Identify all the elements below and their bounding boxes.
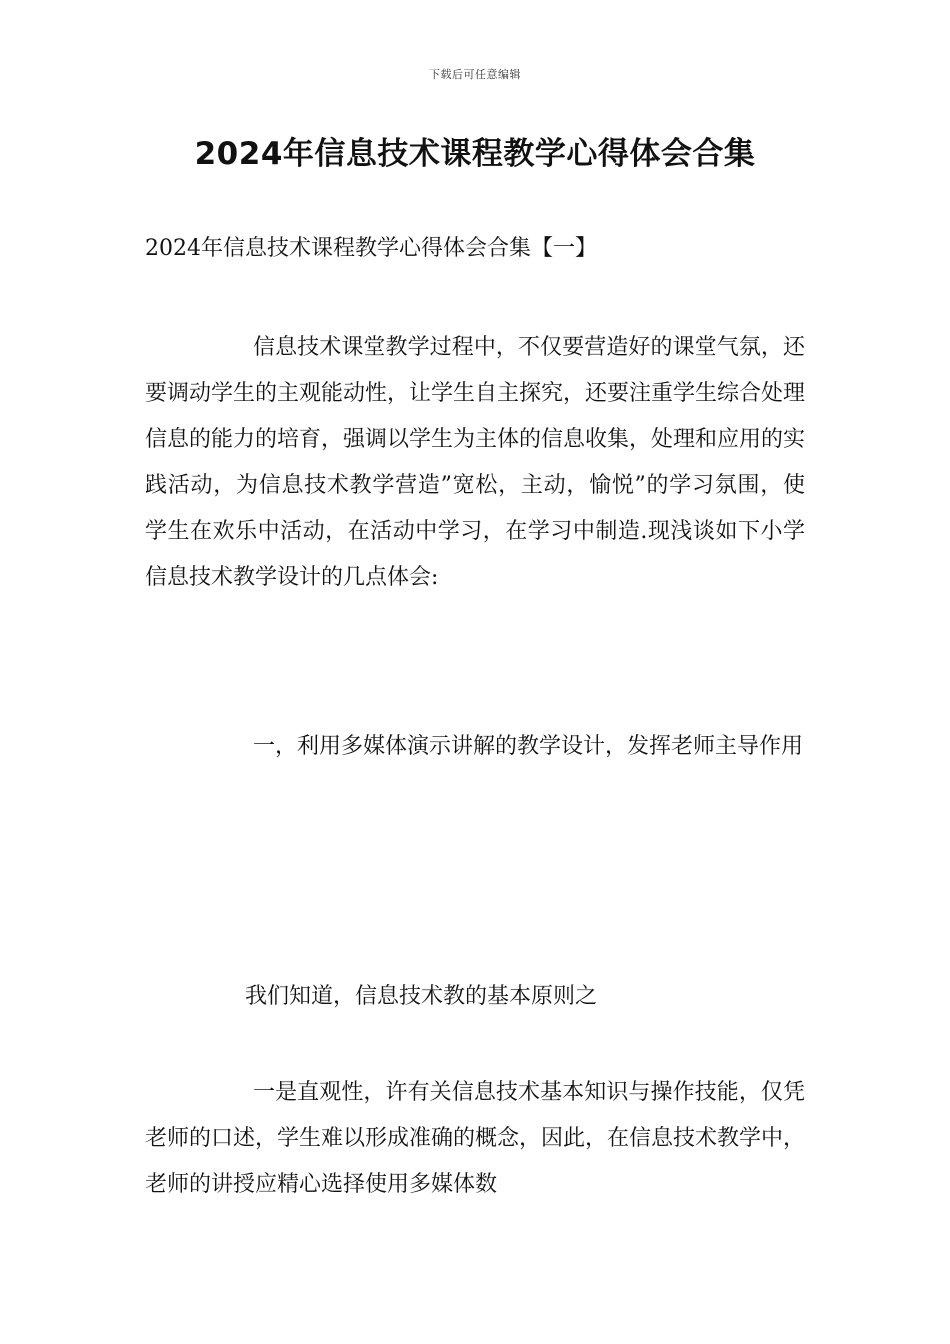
paragraph-point-one: 一，利用多媒体演示讲解的教学设计，发挥老师主导作用	[253, 734, 804, 759]
paragraph-intro: 信息技术课堂教学过程中，不仅要营造好的课堂气氛，还要调动学生的主观能动性，让学生自主探究，还要注重学生综合处理信息的能力的培育，强调以学生为主体的信息收集，处理和应用的实践活动，为信息技术教学营造”宽松，主动，愉悦”的学习氛围，使学生在欢乐中活动，在活动中学习，在学习中制造.现浅谈如下小学信息技术教学设计的几点体会:	[145, 335, 806, 590]
paragraph-intuitiveness: 一是直观性，许有关信息技术基本知识与操作技能，仅凭老师的口述，学生难以形成准确的概念，因此，在信息技术教学中，老师的讲授应精心选择使用多媒体数	[145, 1080, 806, 1197]
paragraph-principle: 我们知道，信息技术教的基本原则之	[245, 984, 598, 1009]
section-heading: 2024年信息技术课程教学心得体会合集【一】	[145, 236, 597, 261]
watermark-text: 下载后可任意编辑	[429, 68, 521, 81]
document-title: 2024年信息技术课程教学心得体会合集	[194, 136, 756, 172]
